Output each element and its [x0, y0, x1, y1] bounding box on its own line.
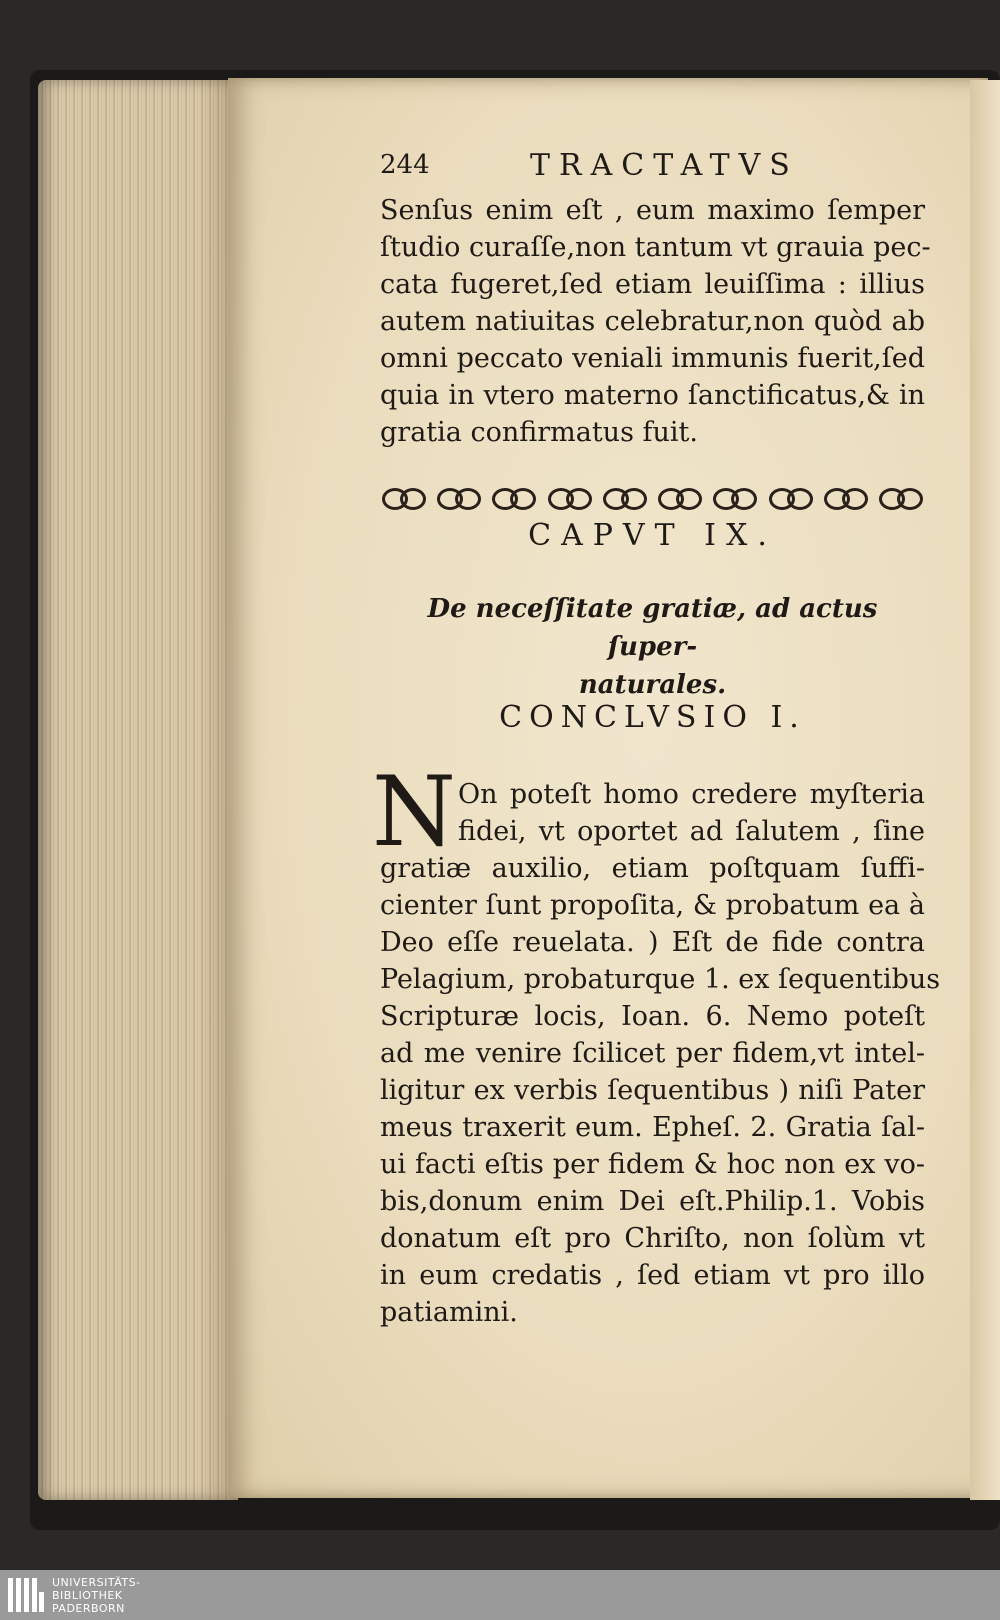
facing-page-edge	[970, 80, 1000, 1500]
text-line: On poteſt homo credere myſteria	[458, 779, 925, 810]
text-line: gratia confirmatus fuit.	[380, 417, 698, 448]
ornament-icon	[822, 484, 870, 508]
library-logo-text	[52, 1576, 141, 1615]
ornament-icon	[877, 484, 925, 508]
text-line: quia in vtero materno ſanctificatus,& in	[380, 380, 925, 411]
ornament-divider	[380, 484, 925, 514]
text-line: Pelagium, probaturque 1. ex ſequentibus	[380, 964, 941, 995]
library-footer	[0, 1570, 1000, 1620]
page-edges	[38, 80, 238, 1500]
text-line: in eum credatis , ſed etiam vt pro illo	[380, 1260, 925, 1291]
text-line: cienter ſunt propoſita, & probatum ea à	[380, 890, 925, 921]
ornament-icon	[490, 484, 538, 508]
ornament-icon	[656, 484, 704, 508]
ornament-icon	[546, 484, 594, 508]
text-line: fidei, vt oportet ad ſalutem , ſine	[458, 816, 925, 847]
text-line: ſtudio curaſſe,non tantum vt grauia pec-	[380, 232, 931, 263]
text-line: patiamini.	[380, 1297, 518, 1328]
running-title: TRACTATVS	[530, 148, 799, 183]
text-line: ui facti eſtis per fidem & hoc non ex vo-	[380, 1149, 925, 1180]
logo-line: PADERBORN	[52, 1602, 125, 1615]
library-bars-icon	[8, 1578, 44, 1612]
text-line: gratiæ auxilio, etiam poſtquam ſuffi-	[380, 853, 925, 884]
paragraph-2	[380, 776, 941, 1331]
text-line: ligitur ex verbis ſequentibus ) niſi Pater	[380, 1075, 925, 1106]
text-line: Scripturæ locis, Ioan. 6. Nemo poteſt	[380, 1001, 925, 1032]
page-number: 244	[380, 150, 430, 180]
conclusio-heading: CONCLVSIO I.	[499, 700, 806, 735]
drop-cap: N	[372, 756, 456, 868]
text-line: Deo eſſe reuelata. ) Eſt de fide contra	[380, 927, 925, 958]
text-line: meus traxerit eum. Epheſ. 2. Gratia ſal-	[380, 1112, 925, 1143]
chapter-subtitle	[380, 590, 925, 704]
logo-line: BIBLIOTHEK	[52, 1589, 123, 1602]
ornament-icon	[601, 484, 649, 508]
ornament-icon	[435, 484, 483, 508]
ornament-icon	[767, 484, 815, 508]
paragraph-1	[380, 192, 931, 451]
logo-line: UNIVERSITÄTS-	[52, 1576, 141, 1589]
text-line: autem natiuitas celebratur,non quòd ab	[380, 306, 925, 337]
page-header	[380, 148, 925, 188]
subtitle-line: De neceſſitate gratiæ, ad actus ſuper-	[427, 594, 878, 662]
text-line: cata fugeret,ſed etiam leuiſſima : illius	[380, 269, 925, 300]
ornament-icon	[380, 484, 428, 508]
text-line: Senſus enim eſt , eum maximo ſemper	[380, 195, 925, 226]
subtitle-line: naturales.	[578, 670, 727, 700]
text-line: donatum eſt pro Chriſto, non ſolùm vt	[380, 1223, 925, 1254]
text-line: bis,donum enim Dei eſt.Philip.1. Vobis	[380, 1186, 925, 1217]
ornament-icon	[711, 484, 759, 508]
text-line: omni peccato veniali immunis fuerit,ſed	[380, 343, 925, 374]
chapter-title: CAPVT IX.	[528, 518, 777, 553]
text-line: ad me venire ſcilicet per fidem,vt intel-	[380, 1038, 925, 1069]
